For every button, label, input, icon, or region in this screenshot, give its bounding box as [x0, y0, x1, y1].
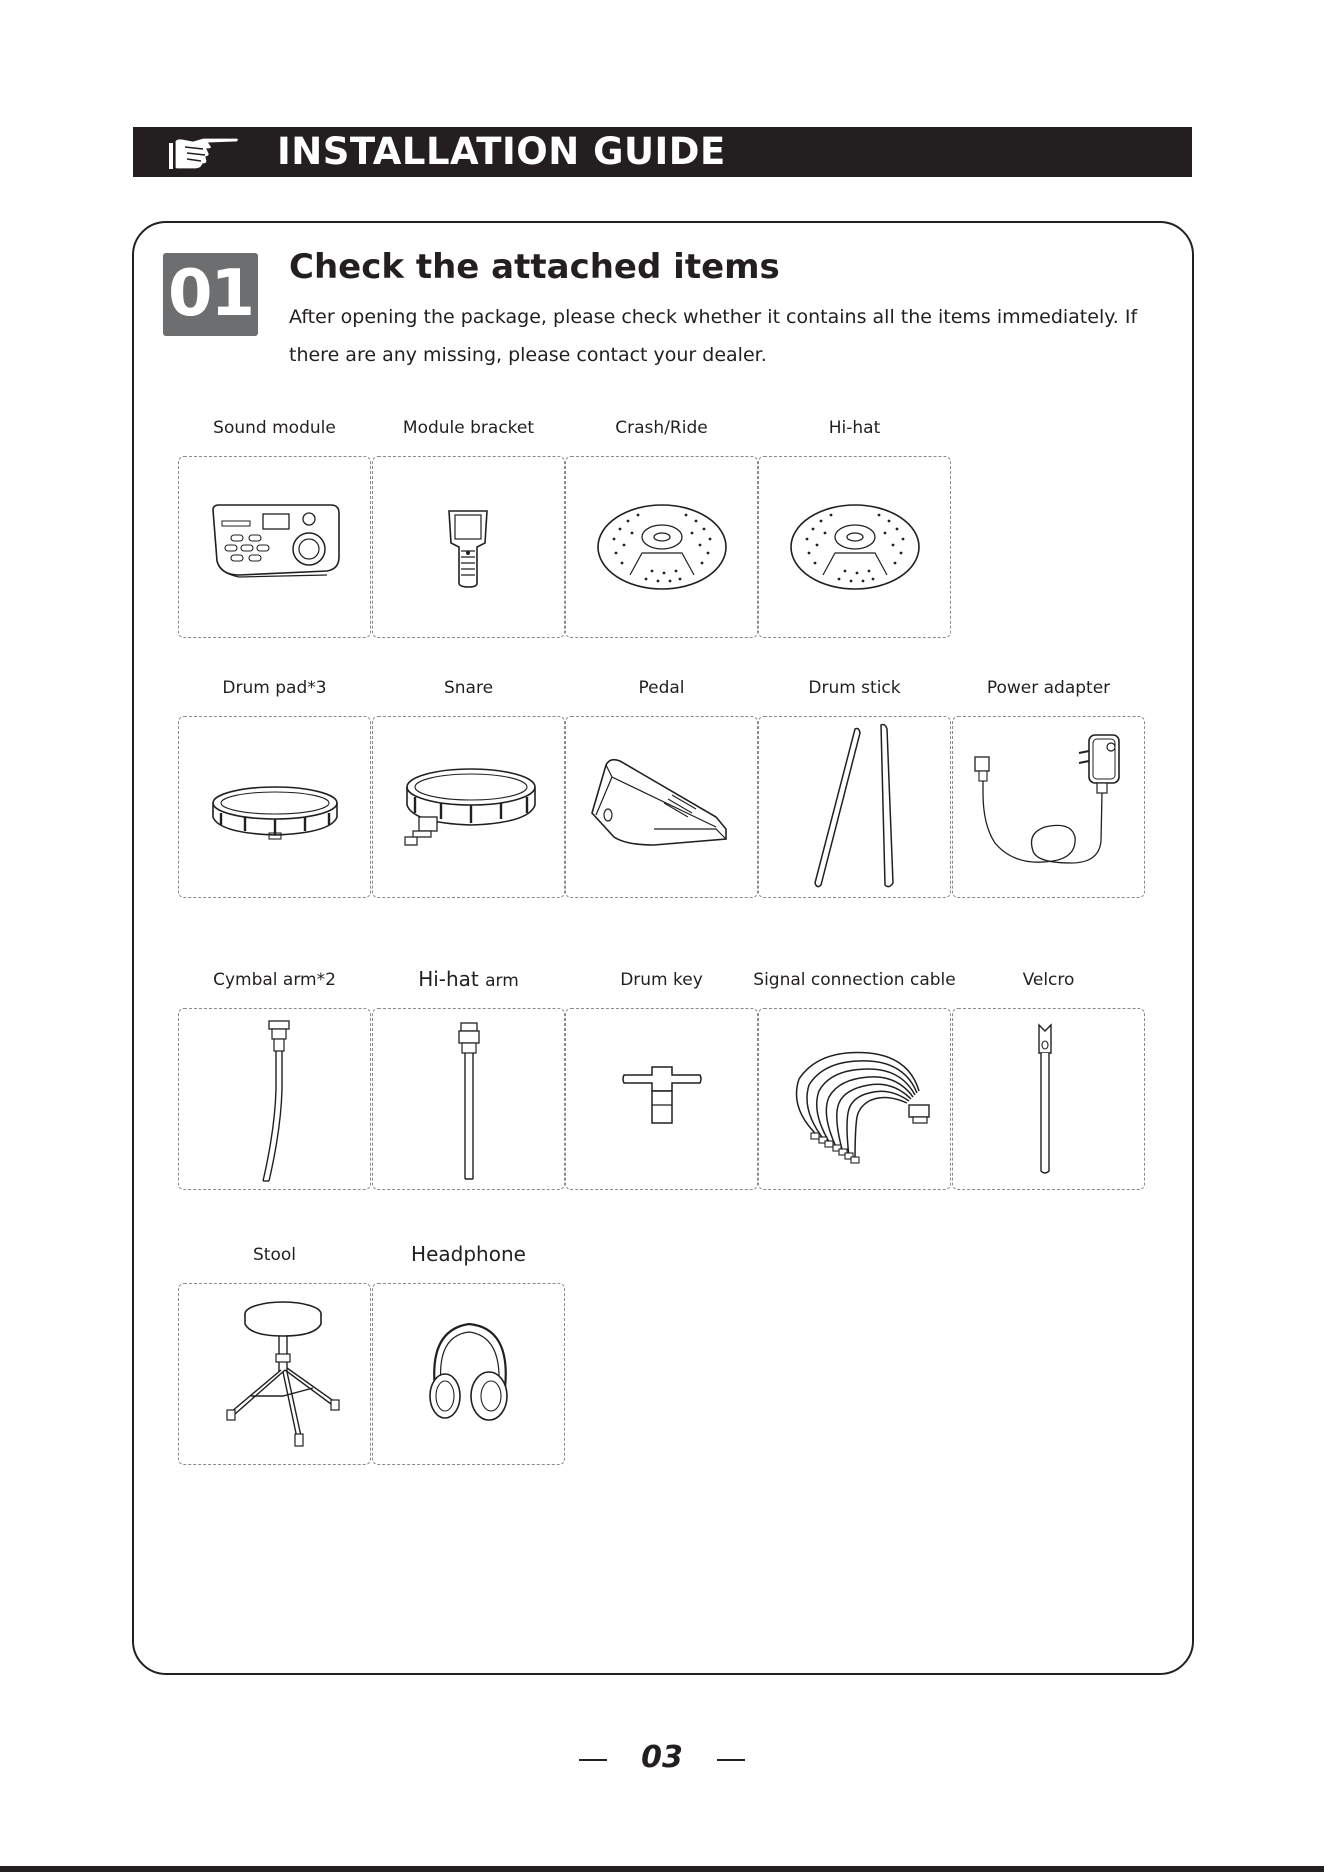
hi-hat-arm-icon — [373, 1009, 564, 1189]
item-label: Snare — [443, 678, 494, 698]
headphone-icon — [373, 1284, 564, 1464]
velcro-icon — [953, 1009, 1144, 1189]
step-description: After opening the package, please check whether it contains all the items immediately. If there are any missing, please contact your dealer. — [289, 306, 1138, 366]
pointing-hand-icon — [163, 133, 243, 173]
signal-cable-icon — [759, 1009, 950, 1189]
item-label: Cymbal arm*2 — [213, 970, 336, 990]
item-label: Drum stick — [808, 678, 901, 698]
item-label: Hi-hat — [828, 418, 881, 438]
sound-module-icon — [179, 457, 370, 637]
item-label: Power adapter — [986, 678, 1111, 698]
section-header-bar — [133, 127, 1192, 177]
item-label: Hi-hat arm — [418, 967, 519, 991]
power-adapter-icon — [953, 717, 1144, 897]
item-label: Drum key — [620, 970, 703, 990]
item-label: Sound module — [213, 418, 336, 438]
item-label: Pedal — [638, 678, 685, 698]
item-label: Module bracket — [402, 418, 535, 438]
page-number-dash-right — [717, 1759, 745, 1761]
snare-icon — [373, 717, 564, 897]
step-title: Check the attached items — [289, 247, 780, 287]
page-bottom-edge — [0, 1866, 1324, 1872]
module-bracket-icon — [373, 457, 564, 637]
drum-key-icon — [566, 1009, 757, 1189]
section-title: INSTALLATION GUIDE — [277, 130, 726, 173]
item-label: Stool — [253, 1245, 296, 1265]
page-number: 03 — [641, 1740, 683, 1775]
item-label: Velcro — [1022, 970, 1075, 990]
hi-hat-cymbal-icon — [759, 457, 950, 637]
item-label: Crash/Ride — [615, 418, 708, 438]
drum-pad-icon — [179, 717, 370, 897]
pedal-icon — [566, 717, 757, 897]
crash-ride-cymbal-icon — [566, 457, 757, 637]
drum-stick-icon — [759, 717, 950, 897]
item-label: Headphone — [411, 1242, 526, 1266]
item-label: Drum pad*3 — [222, 678, 327, 698]
cymbal-arm-icon — [179, 1009, 370, 1189]
step-number-badge: 01 — [163, 253, 258, 336]
stool-icon — [179, 1284, 370, 1464]
item-label: Signal connection cable — [753, 970, 956, 990]
